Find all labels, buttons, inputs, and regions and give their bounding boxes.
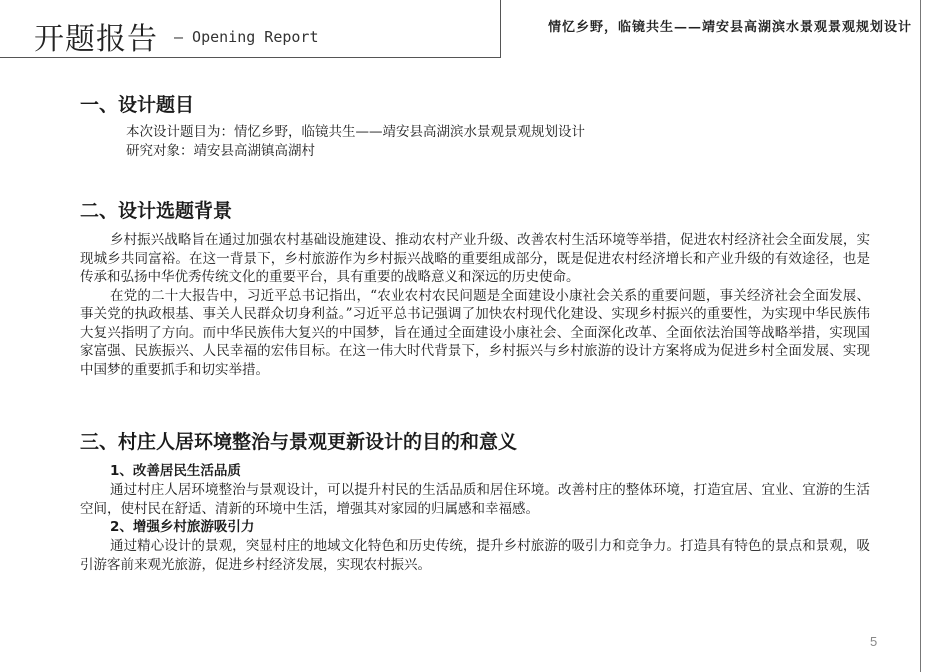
section-heading: 一、设计题目 <box>80 94 195 116</box>
section-heading: 二、设计选题背景 <box>80 200 233 222</box>
background-paragraph: 在党的二十大报告中，习近平总书记指出，“农业农村农民问题是全面建设小康社会关系的重要问题，事关经济社会全面发展、事关党的执政根基、事关人民群众切身利益。”习近平总书记强调了加快农村现代化建设、实现乡村振兴的重要性，为实现中华民族伟大复兴指明了方向。而中华民族伟大复兴的中国梦，旨在通过全面建设小康社会、全面深化改革、全面依法治国等战略举措，实现国家富强、民族振兴、人民幸福的宏伟目标。在这一伟大时代背景下，乡村振兴与乡村旅游的设计方案将成为促进乡村全面发展、实现中国梦的重要抓手和切实举措。 <box>80 287 870 378</box>
page-title: 开题报告 <box>34 22 158 57</box>
section-heading: 三、村庄人居环境整治与景观更新设计的目的和意义 <box>80 431 518 453</box>
research-object-line: 研究对象：靖安县高湖镇高湖村 <box>126 142 315 159</box>
subsection-paragraph: 通过精心设计的景观，突显村庄的地域文化特色和历史传统，提升乡村旅游的吸引力和竞争力。打造具有特色的景点和景观，吸引游客前来观光旅游，促进乡村经济发展，实现农村振兴。 <box>80 538 870 573</box>
project-title: 情忆乡野，临镜共生——靖安县高湖滨水景观景观规划设计 <box>547 20 912 35</box>
subsection-title: 2、增强乡村旅游吸引力 <box>110 519 255 535</box>
background-paragraph: 乡村振兴战略旨在通过加强农村基础设施建设、推动农村产业升级、改善农村生活环境等举措，促进农村经济社会全面发展，实现城乡共同富裕。在这一背景下，乡村旅游作为乡村振兴战略的重要组成部分，既是促进农村经济增长和产业升级的有效途径，也是传承和弘扬中华优秀传统文化的重要平台，具有重要的战略意义和深远的历史使命。 <box>80 232 870 285</box>
right-frame-line <box>920 0 921 672</box>
section-background <box>80 196 870 379</box>
topic-line: 本次设计题目为：情忆乡野，临镜共生——靖安县高湖滨水景观景观规划设计 <box>126 124 585 140</box>
page-subtitle: — Opening Report <box>174 28 319 46</box>
section-purpose <box>80 427 870 574</box>
page-number: 5 <box>870 634 878 649</box>
document-body <box>80 90 870 574</box>
header-divider-horizontal <box>0 57 500 58</box>
section-design-topic <box>80 90 870 160</box>
page-header <box>0 0 950 58</box>
subsection-paragraph: 通过村庄人居环境整治与景观设计，可以提升村民的生活品质和居住环境。改善村庄的整体环境，打造宜居、宜业、宜游的生活空间，使村民在舒适、清新的环境中生活，增强其对家园的归属感和幸福感。 <box>80 482 870 517</box>
subsection-title: 1、改善居民生活品质 <box>110 463 241 479</box>
